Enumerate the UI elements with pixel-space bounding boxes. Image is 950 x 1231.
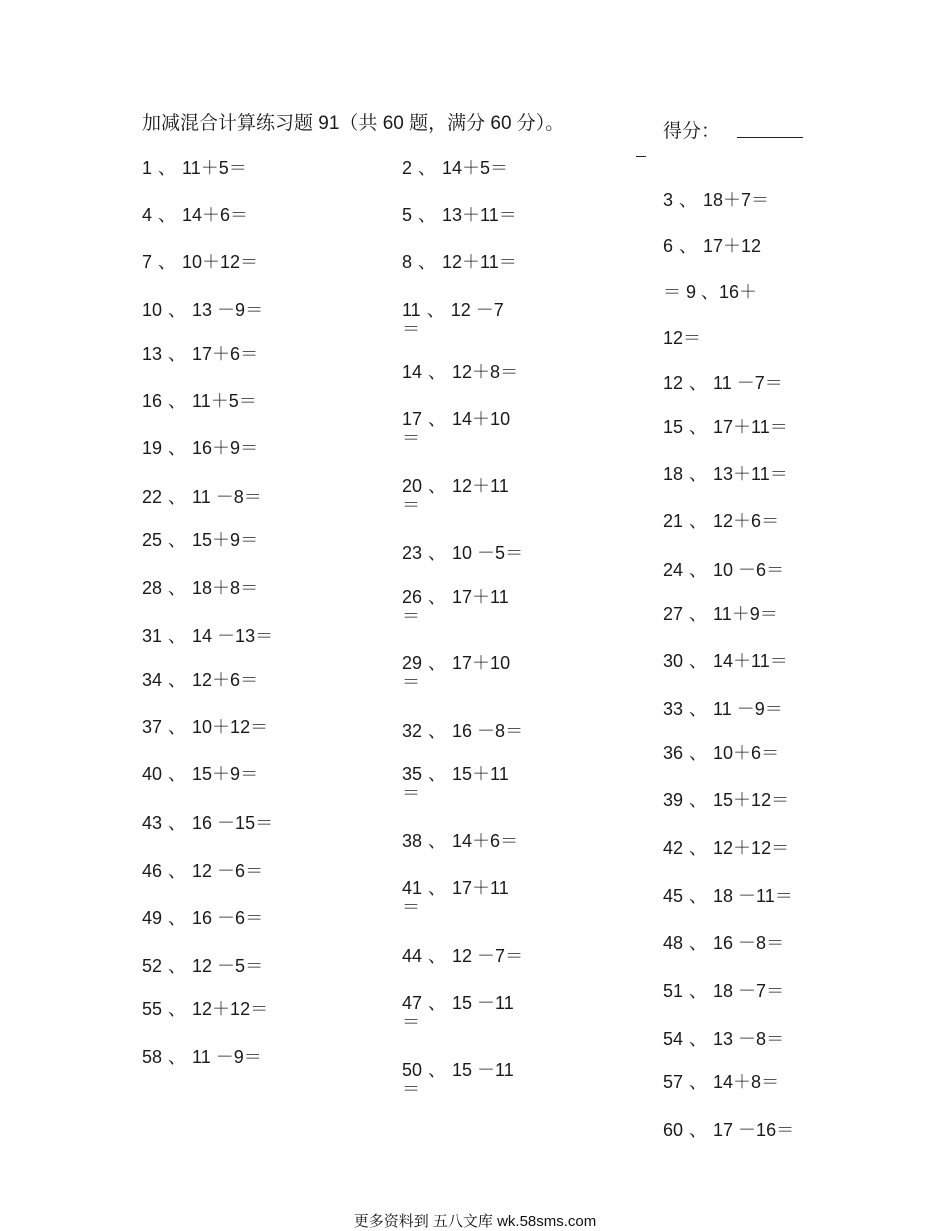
question-separator: 、 [689,1029,708,1049]
question-number: 27 [663,604,684,624]
question-separator: 、 [689,790,708,810]
question-33 [663,699,783,719]
question-number: 22 [142,487,163,507]
question-separator: 、 [689,417,708,437]
stray-underscore [636,156,646,157]
question-expression: 13＋11＝ [442,205,517,225]
question-number: 40 [142,764,163,784]
question-expression: 14＋10 [452,409,511,429]
question-number: 15 [663,417,684,437]
question-expression: 14＋8＝ [713,1072,780,1092]
question-16 [142,391,257,411]
question-35 [402,764,509,803]
question-number: 14 [402,362,423,382]
question-expression: 11＋5＝ [192,391,257,411]
question-expression: 16 －15＝ [192,813,274,833]
question-number: 33 [663,699,684,719]
question-expression: 12＋12＝ [713,838,790,858]
question-expression: 13＋11＝ [713,464,788,484]
score-blank-line [737,137,803,138]
question-number: 52 [142,956,163,976]
question-expression: 17＋11 [452,878,509,898]
question-number: 50 [402,1060,423,1080]
question-number: 37 [142,717,163,737]
question-separator: 、 [428,409,447,429]
question-equals-wrap: ＝ [402,783,420,803]
question-17 [402,409,511,448]
question-number: 49 [142,908,163,928]
question-number: 4 [142,205,153,225]
question-50 [402,1060,514,1099]
question-number: 12 [663,373,684,393]
question-separator: 、 [168,764,187,784]
question-expression: 15 －11 [452,993,514,1013]
question-wrap-line: ＝ 9 、16＋ [663,282,758,302]
question-number: 16 [142,391,163,411]
question-number: 20 [402,476,423,496]
question-number: 29 [402,653,423,673]
question-number: 36 [663,743,684,763]
question-26 [402,587,509,626]
question-separator: 、 [428,878,447,898]
question-60 [663,1120,794,1140]
question-number: 44 [402,946,423,966]
question-separator: 、 [689,560,708,580]
question-number: 57 [663,1072,684,1092]
question-37 [142,717,268,737]
question-separator: 、 [428,993,447,1013]
question-expression: 11 －7＝ [713,373,783,393]
question-number: 17 [402,409,423,429]
question-36 [663,743,779,763]
question-expression: 10 －5＝ [452,543,524,563]
question-expression: 12＋12＝ [192,999,269,1019]
question-separator: 、 [168,300,187,320]
question-separator: 、 [689,1120,708,1140]
question-separator: 、 [168,487,187,507]
question-separator: 、 [428,362,447,382]
worksheet-title: 加减混合计算练习题 91（共 60 题，满分 60 分）。 [142,113,565,134]
question-number: 54 [663,1029,684,1049]
question-expression: 14＋6＝ [182,205,249,225]
question-18 [663,464,788,484]
question-expression: 12 －5＝ [192,956,264,976]
question-expression: 17 －16＝ [713,1120,795,1140]
question-expression: 18 －7＝ [713,981,785,1001]
question-expression: 17＋10 [452,653,511,673]
question-expression: 10＋12＝ [192,717,269,737]
question-number: 6 [663,236,674,256]
question-expression: 11 －9＝ [713,699,783,719]
question-separator: 、 [168,626,187,646]
question-separator: 、 [428,476,447,496]
question-expression: 12＋11 [452,476,509,496]
question-number: 26 [402,587,423,607]
question-separator: 、 [428,543,447,563]
question-number: 18 [663,464,684,484]
question-40 [142,764,258,784]
question-3 [663,190,769,210]
question-expression: 11 －8＝ [192,487,262,507]
question-expression: 12 －7＝ [452,946,524,966]
question-expression: 17＋12 [703,236,762,256]
question-58 [142,1047,262,1067]
question-expression: 12＋6＝ [192,670,259,690]
question-51 [663,981,784,1001]
question-expression: 18＋7＝ [703,190,770,210]
question-4 [142,205,248,225]
question-expression: 18 －11＝ [713,886,793,906]
question-equals-wrap: ＝ [402,672,420,692]
question-number: 2 [402,158,413,178]
question-number: 43 [142,813,163,833]
question-separator: 、 [426,300,445,320]
question-number: 47 [402,993,423,1013]
question-number: 31 [142,626,163,646]
question-expression: 15＋12＝ [713,790,790,810]
question-number: 51 [663,981,684,1001]
question-separator: 、 [689,1072,708,1092]
question-number: 41 [402,878,423,898]
question-number: 23 [402,543,423,563]
question-separator: 、 [428,946,447,966]
question-separator: 、 [689,604,708,624]
question-separator: 、 [689,511,708,531]
question-expression: 17＋6＝ [192,344,259,364]
question-47 [402,993,514,1032]
question-number: 34 [142,670,163,690]
question-19 [142,438,258,458]
question-5 [402,205,517,225]
question-11 [402,300,504,339]
question-separator: 、 [168,391,187,411]
question-expression: 14＋11＝ [713,651,788,671]
question-30 [663,651,788,671]
question-expression: 13 －9＝ [192,300,264,320]
question-separator: 、 [158,205,177,225]
question-expression: 14＋6＝ [452,831,519,851]
question-number: 60 [663,1120,684,1140]
question-expression: 12 －6＝ [192,861,264,881]
question-number: 45 [663,886,684,906]
question-separator: 、 [428,587,447,607]
question-separator: 、 [168,956,187,976]
question-expression: 11 －9＝ [192,1047,262,1067]
question-31 [142,626,273,646]
question-separator: 、 [428,1060,447,1080]
question-separator: 、 [689,838,708,858]
question-48 [663,933,784,953]
question-separator: 、 [158,252,177,272]
question-number: 46 [142,861,163,881]
question-separator: 、 [168,861,187,881]
question-separator: 、 [168,670,187,690]
question-separator: 、 [168,344,187,364]
question-expression: 16＋9＝ [192,438,259,458]
question-separator: 、 [689,981,708,1001]
question-number: 24 [663,560,684,580]
question-separator: 、 [418,205,437,225]
question-number: 55 [142,999,163,1019]
question-42 [663,838,789,858]
question-number: 13 [142,344,163,364]
question-separator: 、 [418,158,437,178]
question-separator: 、 [168,717,187,737]
question-number: 7 [142,252,153,272]
question-equals-wrap: ＝ [402,1012,420,1032]
question-expression: 13 －8＝ [713,1029,785,1049]
question-expression: 17＋11＝ [713,417,788,437]
question-number: 38 [402,831,423,851]
question-27 [663,604,778,624]
question-equals-wrap: ＝ [402,897,420,917]
question-57 [663,1072,779,1092]
score-label: 得分： [663,121,721,142]
question-13 [142,344,258,364]
question-equals-wrap: ＝ [402,495,420,515]
question-separator: 、 [168,813,187,833]
question-38 [402,831,518,851]
question-separator: 、 [168,438,187,458]
question-49 [142,908,263,928]
question-number: 30 [663,651,684,671]
question-expression: 18＋8＝ [192,578,259,598]
question-expression: 15＋9＝ [192,530,259,550]
question-equals-wrap: ＝ [402,1079,420,1099]
question-number: 8 [402,252,413,272]
question-22 [142,487,262,507]
question-separator: 、 [689,464,708,484]
question-expression: 15＋9＝ [192,764,259,784]
question-separator: 、 [689,651,708,671]
question-7 [142,252,258,272]
question-number: 42 [663,838,684,858]
question-12 [663,373,783,393]
question-expression: 15 －11 [452,1060,514,1080]
question-number: 3 [663,190,674,210]
question-6 [663,236,761,256]
question-43 [142,813,273,833]
question-separator: 、 [689,373,708,393]
question-separator: 、 [168,999,187,1019]
question-separator: 、 [428,653,447,673]
question-24 [663,560,784,580]
question-number: 48 [663,933,684,953]
question-39 [663,790,789,810]
question-number: 39 [663,790,684,810]
question-expression: 12 －7 [450,300,504,320]
question-23 [402,543,523,563]
question-wrap-line: 12＝ [663,328,702,348]
question-expression: 12＋6＝ [713,511,780,531]
question-28 [142,578,258,598]
question-expression: 12＋11＝ [442,252,517,272]
question-34 [142,670,258,690]
question-number: 10 [142,300,163,320]
question-expression: 14 －13＝ [192,626,274,646]
question-44 [402,946,523,966]
question-expression: 16 －8＝ [713,933,785,953]
question-expression: 15＋11 [452,764,509,784]
question-46 [142,861,263,881]
question-separator: 、 [689,699,708,719]
question-20 [402,476,509,515]
question-equals-wrap: ＝ [402,428,420,448]
question-expression: 10 －6＝ [713,560,785,580]
question-14 [402,362,518,382]
question-separator: 、 [428,764,447,784]
question-separator: 、 [689,743,708,763]
question-number: 21 [663,511,684,531]
question-expression: 16 －6＝ [192,908,264,928]
question-equals-wrap: ＝ [402,606,420,626]
question-expression: 12＋8＝ [452,362,519,382]
question-number: 58 [142,1047,163,1067]
question-number: 25 [142,530,163,550]
question-45 [663,886,793,906]
question-separator: 、 [168,530,187,550]
question-55 [142,999,268,1019]
question-expression: 16 －8＝ [452,721,524,741]
question-21 [663,511,779,531]
question-separator: 、 [158,158,177,178]
question-separator: 、 [689,886,708,906]
question-separator: 、 [679,236,698,256]
question-1 [142,158,247,178]
question-29 [402,653,511,692]
question-expression: 14＋5＝ [442,158,509,178]
question-separator: 、 [168,908,187,928]
question-expression: 11＋9＝ [713,604,778,624]
question-number: 32 [402,721,423,741]
question-54 [663,1029,784,1049]
question-equals-wrap: ＝ [402,319,420,339]
question-10 [142,300,263,320]
question-separator: 、 [428,721,447,741]
question-separator: 、 [689,933,708,953]
question-expression: 10＋12＝ [182,252,259,272]
question-expression: 11＋5＝ [182,158,247,178]
question-number: 1 [142,158,153,178]
question-expression: 10＋6＝ [713,743,780,763]
question-25 [142,530,258,550]
question-number: 19 [142,438,163,458]
question-8 [402,252,517,272]
question-32 [402,721,523,741]
question-2 [402,158,508,178]
question-separator: 、 [418,252,437,272]
question-separator: 、 [679,190,698,210]
question-number: 11 [402,300,421,320]
question-number: 5 [402,205,413,225]
question-separator: 、 [168,578,187,598]
question-expression: 17＋11 [452,587,509,607]
footer-source: 更多资料到 五八文库 wk.58sms.com [353,1213,597,1230]
question-52 [142,956,263,976]
question-separator: 、 [168,1047,187,1067]
question-15 [663,417,788,437]
question-number: 28 [142,578,163,598]
question-separator: 、 [428,831,447,851]
question-number: 35 [402,764,423,784]
question-41 [402,878,509,917]
